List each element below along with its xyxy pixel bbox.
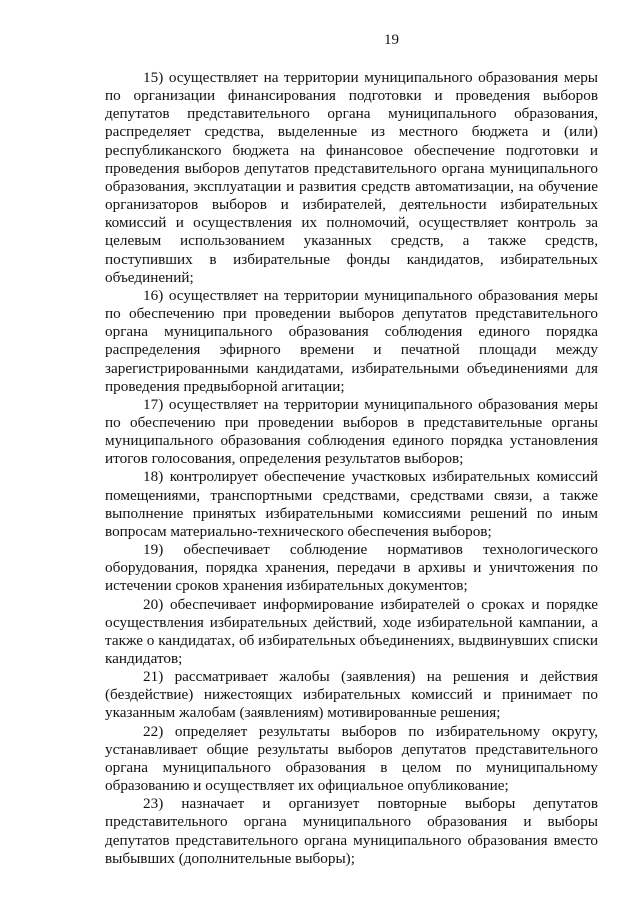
paragraph-item-17: 17) осуществляет на территории муниципального образования меры по обеспечению при проведении выборов в представительные органы муниципального образования соблюдения единого порядка установления итогов голосования, определения результатов выборов;: [105, 395, 598, 468]
paragraph-item-20: 20) обеспечивает информирование избирателей о сроках и порядке осуществления избирательных действий, ходе избирательной кампании, а также о кандидатах, об избирательных объединениях, выдвинувших списки кандидатов;: [105, 595, 598, 667]
paragraph-item-18: 18) контролирует обеспечение участковых избирательных комиссий помещениями, транспортными средствами, средствами связи, а также выполнение принятых избирательными комиссиями решений по иным вопросам материально-технического обеспечения выборов;: [105, 468, 598, 540]
paragraph-item-21: 21) рассматривает жалобы (заявления) на решения и действия (бездействие) нижестоящих избирательных комиссий и принимает по указанным жалобам (заявлениям) мотивированные решения;: [105, 668, 598, 722]
document-body: [105, 69, 598, 868]
paragraph-item-16: 16) осуществляет на территории муниципального образования меры по обеспечению при проведении выборов депутатов представительного органа муниципального образования соблюдения единого порядка распределения эфирного времени и печатной площади между зарегистрированными кандидатами, избирательными объединениями для проведения предвыборной агитации;: [105, 286, 598, 395]
page-number: 19: [384, 32, 399, 48]
paragraph-item-23: 23) назначает и организует повторные выборы депутатов представительного органа муниципального образования и выборы депутатов представительного органа муниципального образования вместо выбывших (дополнительные выборы);: [105, 795, 598, 867]
paragraph-item-22: 22) определяет результаты выборов по избирательному округу, устанавливает общие результаты выборов депутатов представительного органа муниципального образования в целом по муниципальному образованию и осуществляет их официальное опубликование;: [105, 722, 598, 795]
paragraph-item-19: 19) обеспечивает соблюдение нормативов технологического оборудования, порядка хранения, передачи в архивы и уничтожения по истечении сроков хранения избирательных документов;: [105, 541, 598, 595]
paragraph-item-15: 15) осуществляет на территории муниципального образования меры по организации финансирования подготовки и проведения выборов депутатов представительного органа муниципального образования, распределяет средства, выделенные из местного бюджета и (или) республиканского бюджета на финансовое обеспечение подготовки и проведения выборов депутатов представительного органа муниципального образования, эксплуатации и развития средств автоматизации, на обучение организаторов выборов и избирателей, деятельности избирательных комиссий и осуществления их полномочий, осуществляет контроль за целевым использованием указанных средств, а также средств, поступивших в избирательные фонды кандидатов, избирательных объединений;: [105, 69, 598, 286]
